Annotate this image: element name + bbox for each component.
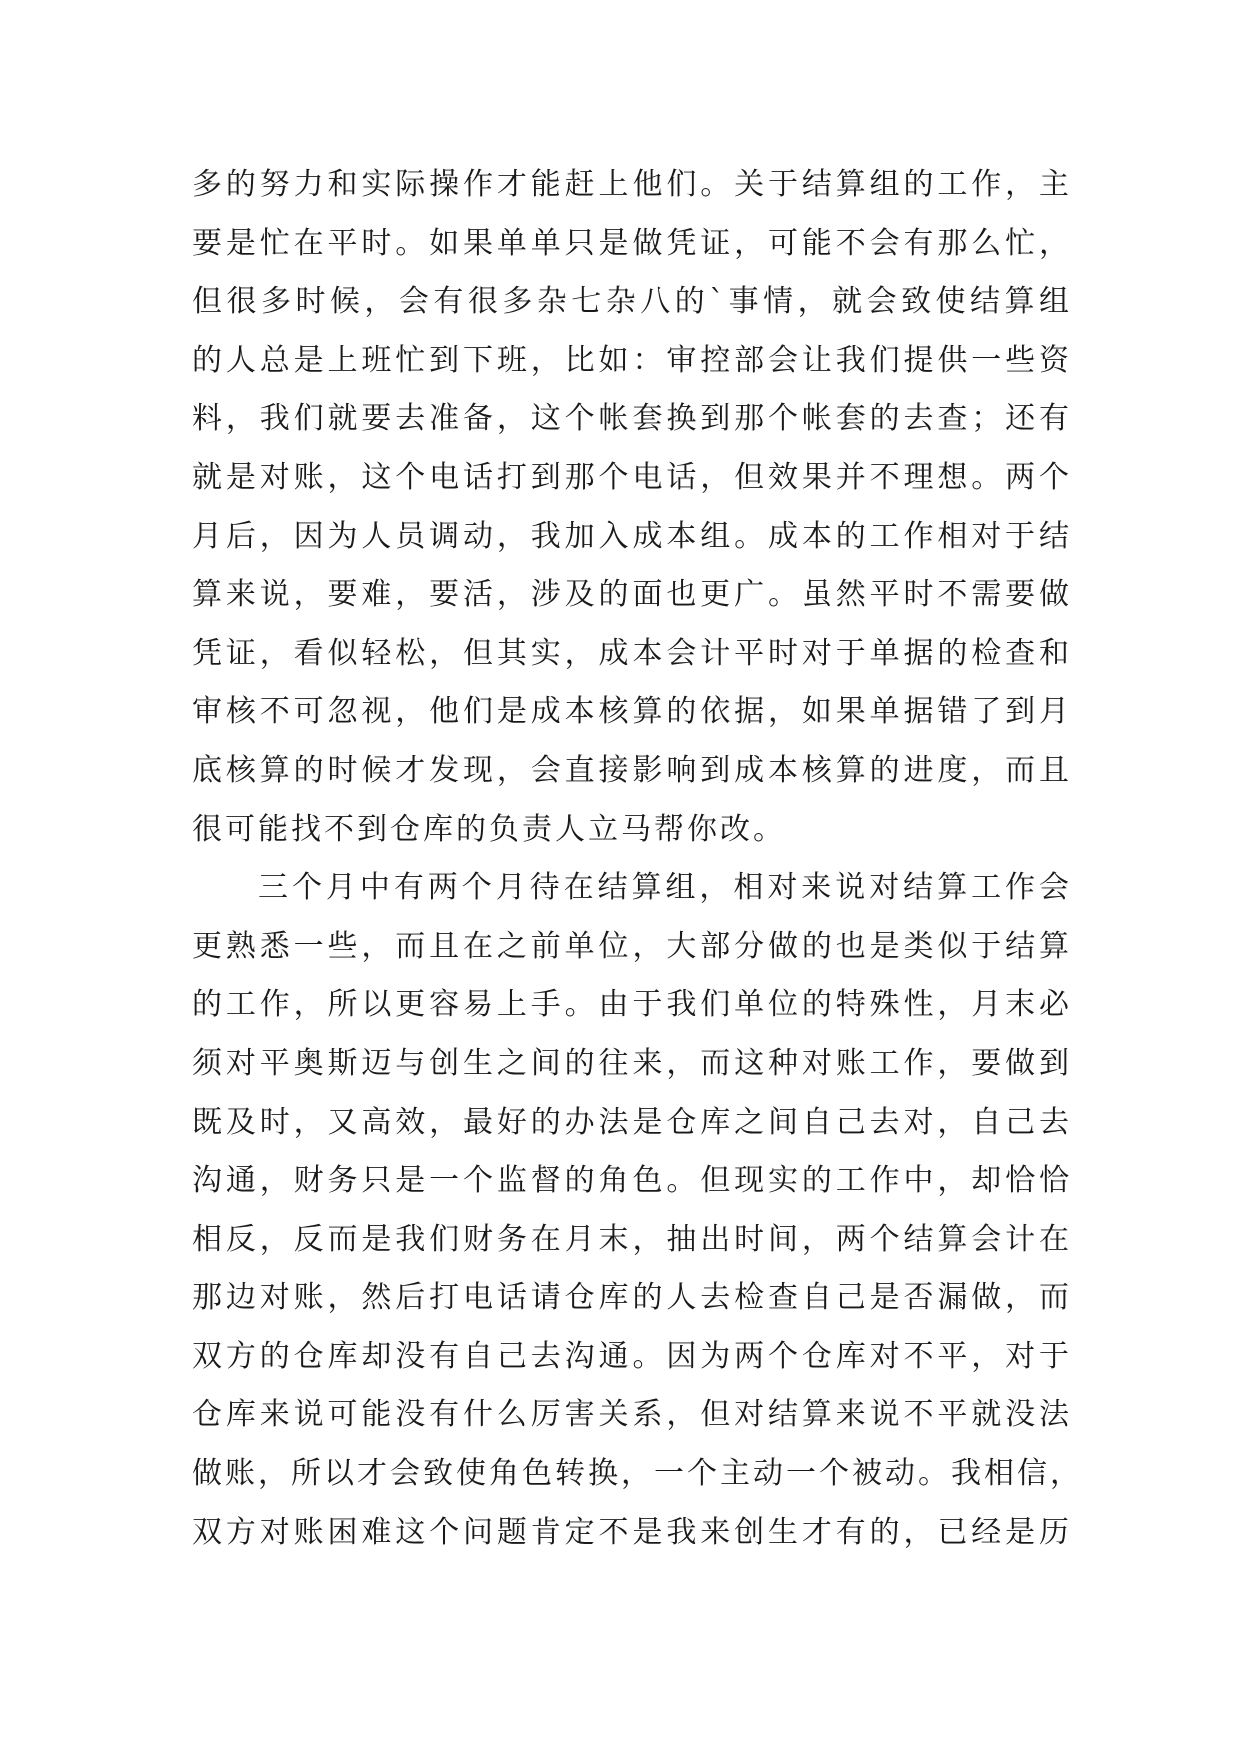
text-line: 更熟悉一些，而且在之前单位，大部分做的也是类似于结算 xyxy=(192,928,1072,964)
paragraph-1 xyxy=(192,156,1072,859)
text-line: 算来说，要难，要活，涉及的面也更广。虽然平时不需要做 xyxy=(192,577,1072,613)
text-line: 要是忙在平时。如果单单只是做凭证，可能不会有那么忙， xyxy=(192,225,1072,261)
text-line: 凭证，看似轻松，但其实，成本会计平时对于单据的检查和 xyxy=(192,635,1072,671)
text-line: 但很多时候，会有很多杂七杂八的`事情，就会致使结算组 xyxy=(192,284,1072,320)
text-line: 相反，反而是我们财务在月末，抽出时间，两个结算会计在 xyxy=(192,1221,1072,1257)
text-line: 很可能找不到仓库的负责人立马帮你改。 xyxy=(192,811,786,847)
text-line: 仓库来说可能没有什么厉害关系，但对结算来说不平就没法 xyxy=(192,1397,1072,1433)
text-line: 就是对账，这个电话打到那个电话，但效果并不理想。两个 xyxy=(192,459,1072,495)
text-line: 既及时，又高效，最好的办法是仓库之间自己去对，自己去 xyxy=(192,1104,1072,1140)
text-line: 底核算的时候才发现，会直接影响到成本核算的进度，而且 xyxy=(192,752,1072,788)
text-line: 沟通，财务只是一个监督的角色。但现实的工作中，却恰恰 xyxy=(192,1163,1072,1199)
document-body xyxy=(192,156,1083,1562)
text-line: 做账，所以才会致使角色转换，一个主动一个被动。我相信， xyxy=(192,1456,1083,1492)
text-line: 的人总是上班忙到下班，比如：审控部会让我们提供一些资 xyxy=(192,342,1072,378)
text-line: 多的努力和实际操作才能赶上他们。关于结算组的工作，主 xyxy=(192,167,1072,202)
text-line: 料，我们就要去准备，这个帐套换到那个帐套的去查；还有 xyxy=(192,401,1072,437)
text-line: 那边对账，然后打电话请仓库的人去检查自己是否漏做，而 xyxy=(192,1280,1072,1316)
text-line: 双方的仓库却没有自己去沟通。因为两个仓库对不平，对于 xyxy=(192,1338,1072,1374)
text-line: 的工作，所以更容易上手。由于我们单位的特殊性，月末必 xyxy=(192,987,1072,1023)
text-line: 须对平奥斯迈与创生之间的往来，而这种对账工作，要做到 xyxy=(192,1045,1072,1081)
text-line: 双方对账困难这个问题肯定不是我来创生才有的，已经是历 xyxy=(192,1514,1072,1550)
text-line: 三个月中有两个月待在结算组，相对来说对结算工作会 xyxy=(258,870,1072,906)
paragraph-2 xyxy=(192,859,1083,1562)
text-line: 月后，因为人员调动，我加入成本组。成本的工作相对于结 xyxy=(192,518,1072,554)
text-line: 审核不可忽视，他们是成本核算的依据，如果单据错了到月 xyxy=(192,694,1072,730)
